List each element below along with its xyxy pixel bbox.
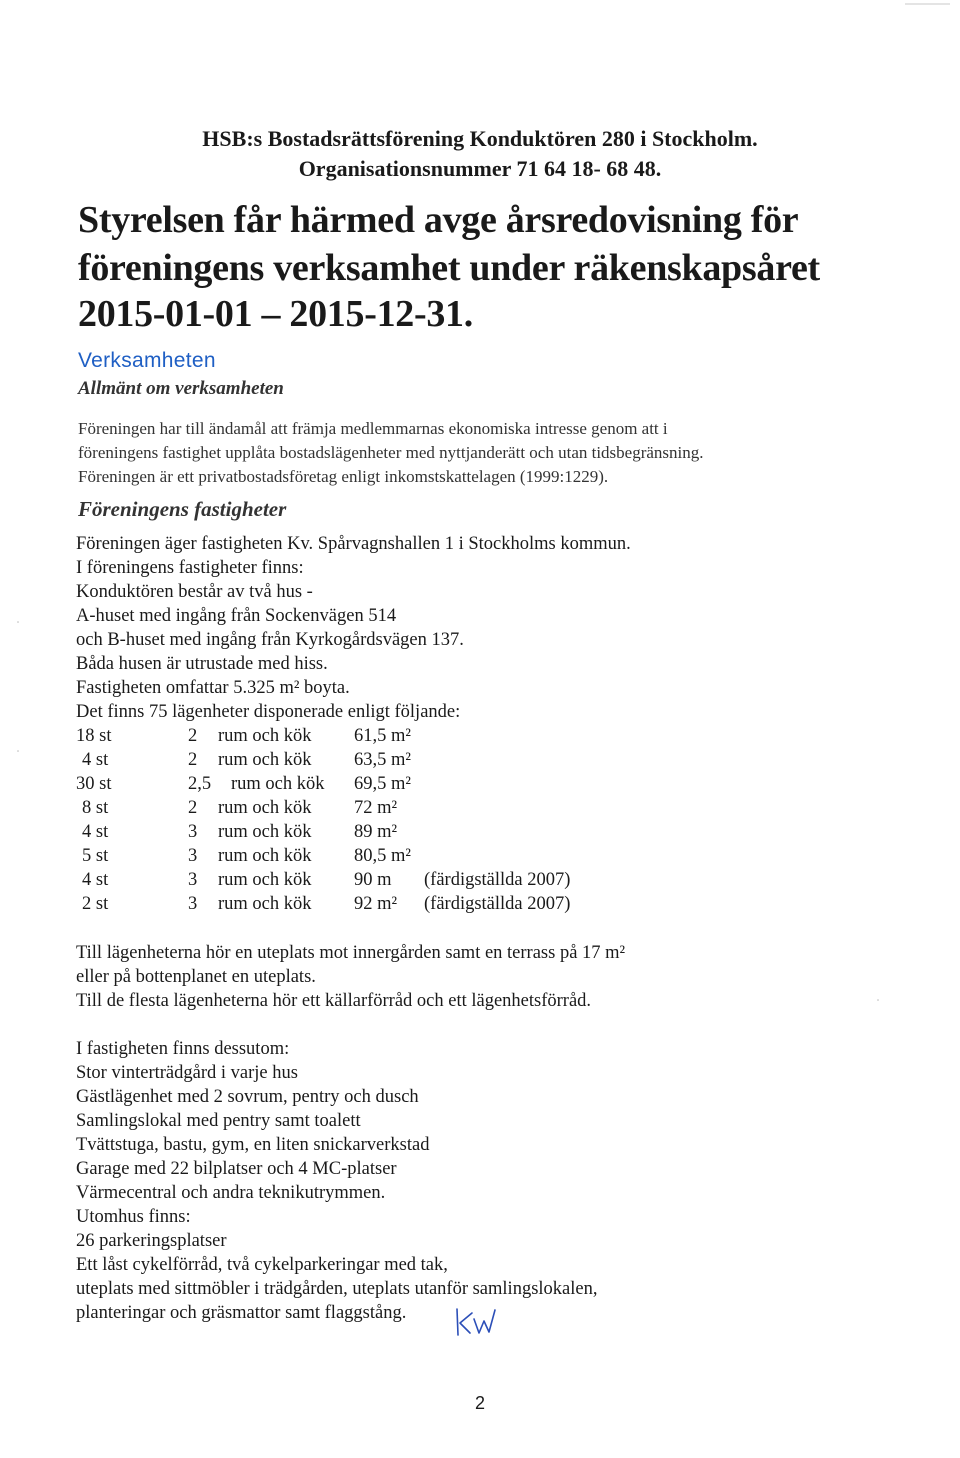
apartment-count: 4 st <box>82 822 109 842</box>
title-line-3: 2015-01-01 – 2015-12-31. <box>78 293 473 335</box>
facility-line: I fastigheten finns dessutom: <box>76 1039 290 1059</box>
apartment-rooms: 3 <box>188 894 198 914</box>
apartment-rooms: 3 <box>188 870 198 890</box>
facility-line: Utomhus finns: <box>76 1207 191 1227</box>
property-line: Båda husen är utrustade med hiss. <box>76 654 328 674</box>
apartment-count: 2 st <box>82 894 109 914</box>
apartment-area: 72 m² <box>354 798 398 818</box>
facility-line: Tvättstuga, bastu, gym, en liten snickarverkstad <box>76 1135 430 1155</box>
apartment-area: 69,5 m² <box>354 774 411 794</box>
apartment-rooms: 3 <box>188 846 198 866</box>
intro-line: Föreningen är ett privatbostadsföretag enligt inkomstskattelagen (1999:1229). <box>78 467 609 486</box>
apartment-area: 61,5 m² <box>354 726 411 746</box>
facility-line: uteplats med sittmöbler i trädgården, uteplats utanför samlingslokalen, <box>76 1279 598 1299</box>
properties-heading: Föreningens fastigheter <box>78 497 287 521</box>
intro-line: Föreningen har till ändamål att främja medlemmarnas ekonomiska intresse genom att i <box>78 419 668 438</box>
apartment-type: rum och kök <box>231 774 325 794</box>
apartment-area: 89 m² <box>354 822 398 842</box>
apartment-area: 92 m² <box>354 894 398 914</box>
property-line: I föreningens fastigheter finns: <box>76 558 304 578</box>
apartment-rooms: 2 <box>188 726 198 746</box>
facility-line: Ett låst cykelförråd, två cykelparkeringar med tak, <box>76 1255 448 1275</box>
property-line: och B-huset med ingång från Kyrkogårdsvägen 137. <box>76 630 464 650</box>
apartment-count: 4 st <box>82 750 109 770</box>
apartment-count: 30 st <box>76 774 112 794</box>
apartment-type: rum och kök <box>218 846 312 866</box>
apartment-area: 90 m <box>354 870 392 890</box>
apartment-count: 4 st <box>82 870 109 890</box>
apartment-count: 18 st <box>76 726 112 746</box>
apartment-note: (färdigställda 2007) <box>424 894 571 914</box>
properties-description <box>76 532 936 724</box>
property-line: A-huset med ingång från Sockenvägen 514 <box>76 606 397 626</box>
property-line: Det finns 75 lägenheter disponerade enligt följande: <box>76 702 461 722</box>
apartment-rooms: 3 <box>188 822 198 842</box>
apartment-type: rum och kök <box>218 750 312 770</box>
page-number: 2 <box>474 1393 485 1413</box>
facility-line: Gästlägenhet med 2 sovrum, pentry och dusch <box>76 1087 419 1107</box>
apartment-type: rum och kök <box>218 798 312 818</box>
apartment-rooms: 2 <box>188 750 198 770</box>
apartment-type: rum och kök <box>218 870 312 890</box>
association-name: HSB:s Bostadsrättsförening Konduktören 280 i Stockholm. <box>202 126 758 151</box>
extras-line: Till de flesta lägenheterna hör ett källarförråd och ett lägenhetsförråd. <box>76 991 592 1011</box>
facility-line: planteringar och gräsmattor samt flaggstång. <box>76 1303 407 1323</box>
apartment-type: rum och kök <box>218 726 312 746</box>
apartment-type: rum och kök <box>218 894 312 914</box>
property-line: Konduktören består av två hus - <box>76 582 313 602</box>
apartment-rooms: 2,5 <box>188 774 212 794</box>
intro-line: föreningens fastighet upplåta bostadslägenheter med nyttjanderätt och utan tidsbegränsning. <box>78 443 704 462</box>
facility-line: Stor vinterträdgård i varje hus <box>76 1063 298 1083</box>
apartment-count: 8 st <box>82 798 109 818</box>
title-line-1: Styrelsen får härmed avge årsredovisning för <box>78 199 799 241</box>
title-line-2: föreningens verksamhet under räkenskapsåret <box>78 247 820 289</box>
extras-paragraph <box>76 941 936 1013</box>
apartment-count: 5 st <box>82 846 109 866</box>
facility-line: Garage med 22 bilplatser och 4 MC-platser <box>76 1159 397 1179</box>
apartment-note: (färdigställda 2007) <box>424 870 571 890</box>
extras-line: eller på bottenplanet en uteplats. <box>76 967 316 987</box>
apartment-area: 63,5 m² <box>354 750 411 770</box>
extras-line: Till lägenheterna hör en uteplats mot innergården samt en terrass på 17 m² <box>76 943 626 963</box>
section-subheading: Allmänt om verksamheten <box>78 378 284 399</box>
handwritten-initials-signature <box>452 1301 500 1341</box>
facility-line: Värmecentral och andra teknikutrymmen. <box>76 1183 386 1203</box>
apartment-rooms: 2 <box>188 798 198 818</box>
facility-line: 26 parkeringsplatser <box>76 1231 227 1251</box>
org-number: Organisationsnummer 71 64 18- 68 48. <box>298 156 662 181</box>
intro-paragraph <box>78 417 928 489</box>
section-heading: Verksamheten <box>78 349 216 372</box>
property-line: Fastigheten omfattar 5.325 m² boyta. <box>76 678 350 698</box>
property-line: Föreningen äger fastigheten Kv. Spårvagnshallen 1 i Stockholms kommun. <box>76 534 631 554</box>
apartment-area: 80,5 m² <box>354 846 411 866</box>
apartment-type: rum och kök <box>218 822 312 842</box>
facilities-list <box>76 1037 936 1325</box>
facility-line: Samlingslokal med pentry samt toalett <box>76 1111 361 1131</box>
